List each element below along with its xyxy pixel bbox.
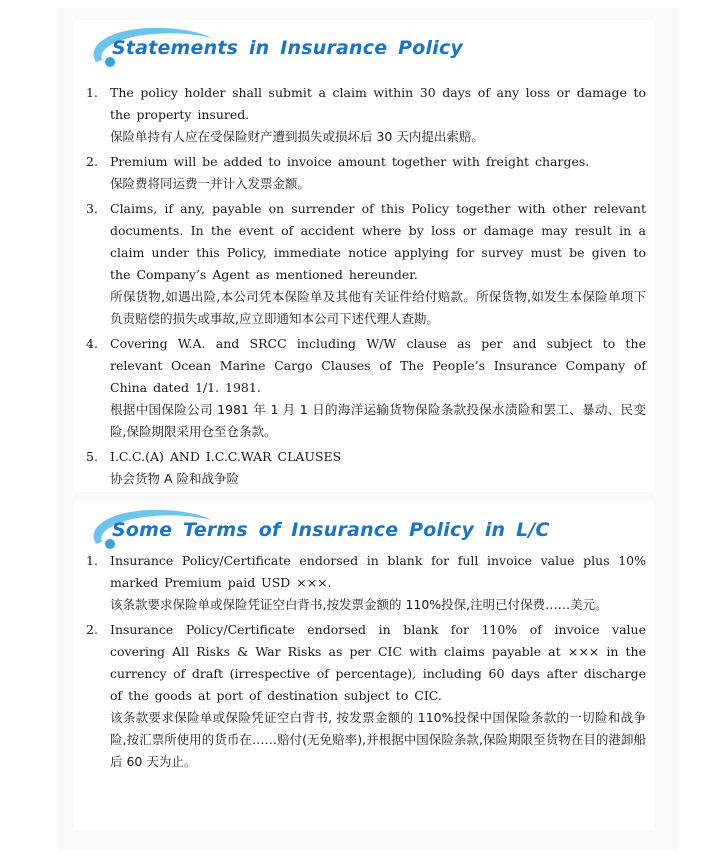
section-title: Some Terms of Insurance Policy in L/C (112, 519, 550, 541)
item-chinese: 保险单持有人应在受保险财产遭到损失或损坏后 30 天内提出索赔。 (110, 129, 484, 144)
list-item (84, 198, 646, 330)
item-chinese: 该条款要求保险单或保险凭证空白背书, 按发票金额的 110%投保中国保险条款的一切险和战争险,按汇票所使用的货币在……赔付(无免赔率),并根据中国保险条款,保险期限至货物在目的港卸船后 60 天为止。 (110, 710, 646, 769)
item-chinese: 保险费将同运费一并计入发票金额。 (110, 176, 311, 191)
item-english: I.C.C.(A) AND I.C.C.WAR CLAUSES (110, 449, 342, 464)
item-number: 2. (86, 622, 98, 637)
item-number: 5. (86, 449, 98, 464)
item-number: 1. (86, 553, 98, 568)
item-english: Claims, if any, payable on surrender of this Policy together with other relevant documents. In the event of accident where by loss or damage may result in a claim under this Policy, immediate notice applying for survey must be given to the Company’s Agent as mentioned hereunder. (110, 201, 646, 282)
terms-list (84, 550, 646, 776)
item-english: Premium will be added to invoice amount together with freight charges. (110, 154, 590, 169)
list-item (84, 82, 646, 148)
list-item (84, 151, 646, 195)
list-item (84, 446, 646, 490)
item-chinese: 根据中国保险公司 1981 年 1 月 1 日的海洋运输货物保险条款投保水渍险和罢工、暴动、民变险,保险期限采用仓至仓条款。 (110, 402, 646, 439)
item-english: The policy holder shall submit a claim within 30 days of any loss or damage to the property insured. (110, 85, 646, 122)
item-english: Insurance Policy/Certificate endorsed in blank for full invoice value plus 10% marked Premium paid USD ×××. (110, 553, 646, 590)
item-number: 1. (86, 85, 98, 100)
list-item (84, 619, 646, 773)
statement-list (84, 82, 646, 493)
section-title: Statements in Insurance Policy (112, 37, 463, 59)
section-statements (74, 20, 654, 492)
item-chinese: 该条款要求保险单或保险凭证空白背书,按发票金额的 110%投保,注明已付保费……美元。 (110, 597, 608, 612)
item-english: Insurance Policy/Certificate endorsed in blank for 110% of invoice value covering All Risks & War Risks as per CIC with claims payable at ××× in the currency of draft (irrespective of percentage), including 60 days after discharge of the goods at port of destination subject to CIC. (110, 622, 646, 703)
item-number: 3. (86, 201, 98, 216)
item-number: 2. (86, 154, 98, 169)
item-number: 4. (86, 336, 98, 351)
list-item (84, 550, 646, 616)
section-lc-terms (74, 502, 654, 830)
list-item (84, 333, 646, 443)
section-heading (74, 20, 654, 76)
item-chinese: 协会货物 A 险和战争险 (110, 471, 239, 486)
item-chinese: 所保货物,如遇出险,本公司凭本保险单及其他有关证件给付赔款。所保货物,如发生本保险单项下负责赔偿的损失或事故,应立即通知本公司下述代理人查勘。 (110, 289, 646, 326)
item-english: Covering W.A. and SRCC including W/W clause as per and subject to the relevant Ocean Marine Cargo Clauses of The People’s Insurance Company of China dated 1/1. 1981. (110, 336, 646, 395)
